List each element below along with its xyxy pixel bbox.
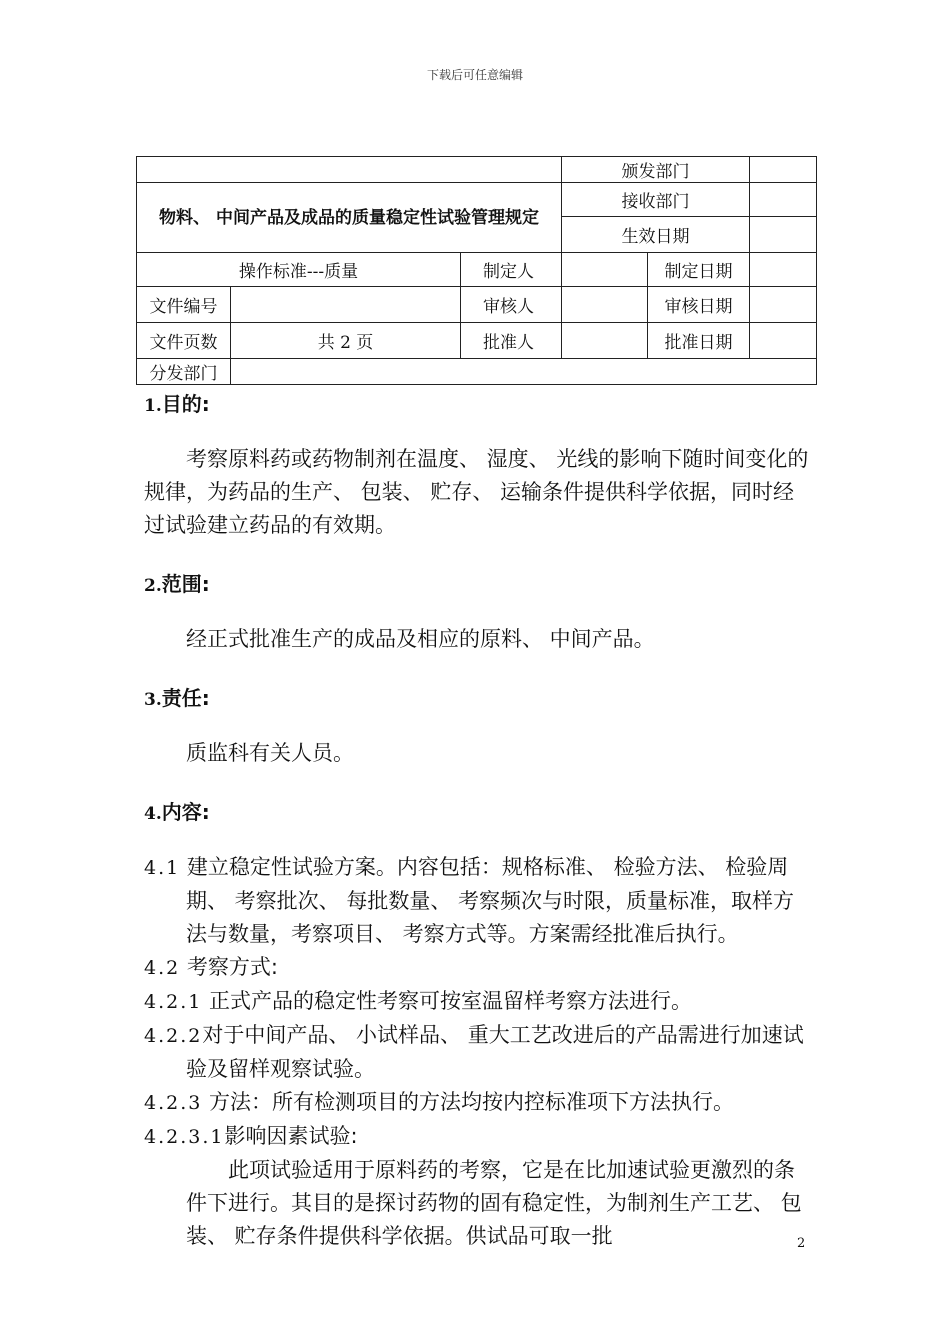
item-4-2-3: 4.2.3 方法：所有检测项目的方法均按内控标准项下方法执行。 xyxy=(144,1090,735,1114)
document-body xyxy=(144,388,814,1253)
effective-date-value xyxy=(750,217,817,253)
approver-label: 批准人 xyxy=(461,323,562,359)
section-2-heading: 2.范围: xyxy=(144,572,210,596)
section-3-text: 质监科有关人员。 xyxy=(186,741,354,765)
effective-date-label: 生效日期 xyxy=(562,217,750,253)
item-4-1: 4.1 建立稳定性试验方案。内容包括：规格标准、 检验方法、 检验周期、 考察批次、 每批数量、 考察频次与时限，质量标准，取样方法与数量，考察项目、 考察方式等。方案需经批准后执行。 xyxy=(144,855,795,946)
pages-value: 共 2 页 xyxy=(231,323,461,359)
section-1-heading: 1.目的: xyxy=(144,392,210,416)
issue-dept-value xyxy=(750,157,817,183)
receive-dept-value xyxy=(750,183,817,217)
item-4-2-1: 4.2.1 正式产品的稳定性考察可按室温留样考察方法进行。 xyxy=(144,989,693,1013)
section-2-text: 经正式批准生产的成品及相应的原料、 中间产品。 xyxy=(186,627,655,651)
pages-label: 文件页数 xyxy=(137,323,231,359)
item-4-2: 4.2 考察方式: xyxy=(144,955,278,979)
reviewer-value xyxy=(562,287,648,323)
doc-no-label: 文件编号 xyxy=(137,287,231,323)
review-date-label: 审核日期 xyxy=(648,287,750,323)
distribution-label: 分发部门 xyxy=(137,359,231,385)
distribution-value xyxy=(231,359,817,385)
item-4-2-3-1-text: 此项试验适用于原料药的考察，它是在比加速试验更激烈的条件下进行。其目的是探讨药物的固有稳定性，为制剂生产工艺、 包装、 贮存条件提供科学依据。供试品可取一批 xyxy=(186,1158,802,1248)
document-title: 物料、 中间产品及成品的质量稳定性试验管理规定 xyxy=(137,183,562,253)
receive-dept-label: 接收部门 xyxy=(562,183,750,217)
issue-dept-label: 颁发部门 xyxy=(562,157,750,183)
watermark: 下载后可任意编辑 xyxy=(426,68,523,82)
item-4-2-3-1: 4.2.3.1影响因素试验: xyxy=(144,1124,358,1148)
section-1-text: 考察原料药或药物制剂在温度、 湿度、 光线的影响下随时间变化的规律，为药品的生产、 包装、 贮存、 运输条件提供科学依据，同时经过试验建立药品的有效期。 xyxy=(144,447,809,537)
blank-cell xyxy=(137,157,562,183)
document-category: 操作标准---质量 xyxy=(137,253,461,287)
doc-no-value xyxy=(231,287,461,323)
section-3-heading: 3.责任: xyxy=(144,686,210,710)
item-4-2-2: 4.2.2对于中间产品、 小试样品、 重大工艺改进后的产品需进行加速试验及留样观察试验。 xyxy=(144,1023,804,1081)
draft-date-value xyxy=(750,253,817,287)
approve-date-label: 批准日期 xyxy=(648,323,750,359)
drafter-value xyxy=(562,253,648,287)
section-4-heading: 4.内容: xyxy=(144,800,210,824)
reviewer-label: 审核人 xyxy=(461,287,562,323)
page-number: 2 xyxy=(797,1236,806,1251)
document-header-table xyxy=(136,156,817,385)
review-date-value xyxy=(750,287,817,323)
draft-date-label: 制定日期 xyxy=(648,253,750,287)
approve-date-value xyxy=(750,323,817,359)
approver-value xyxy=(562,323,648,359)
drafter-label: 制定人 xyxy=(461,253,562,287)
